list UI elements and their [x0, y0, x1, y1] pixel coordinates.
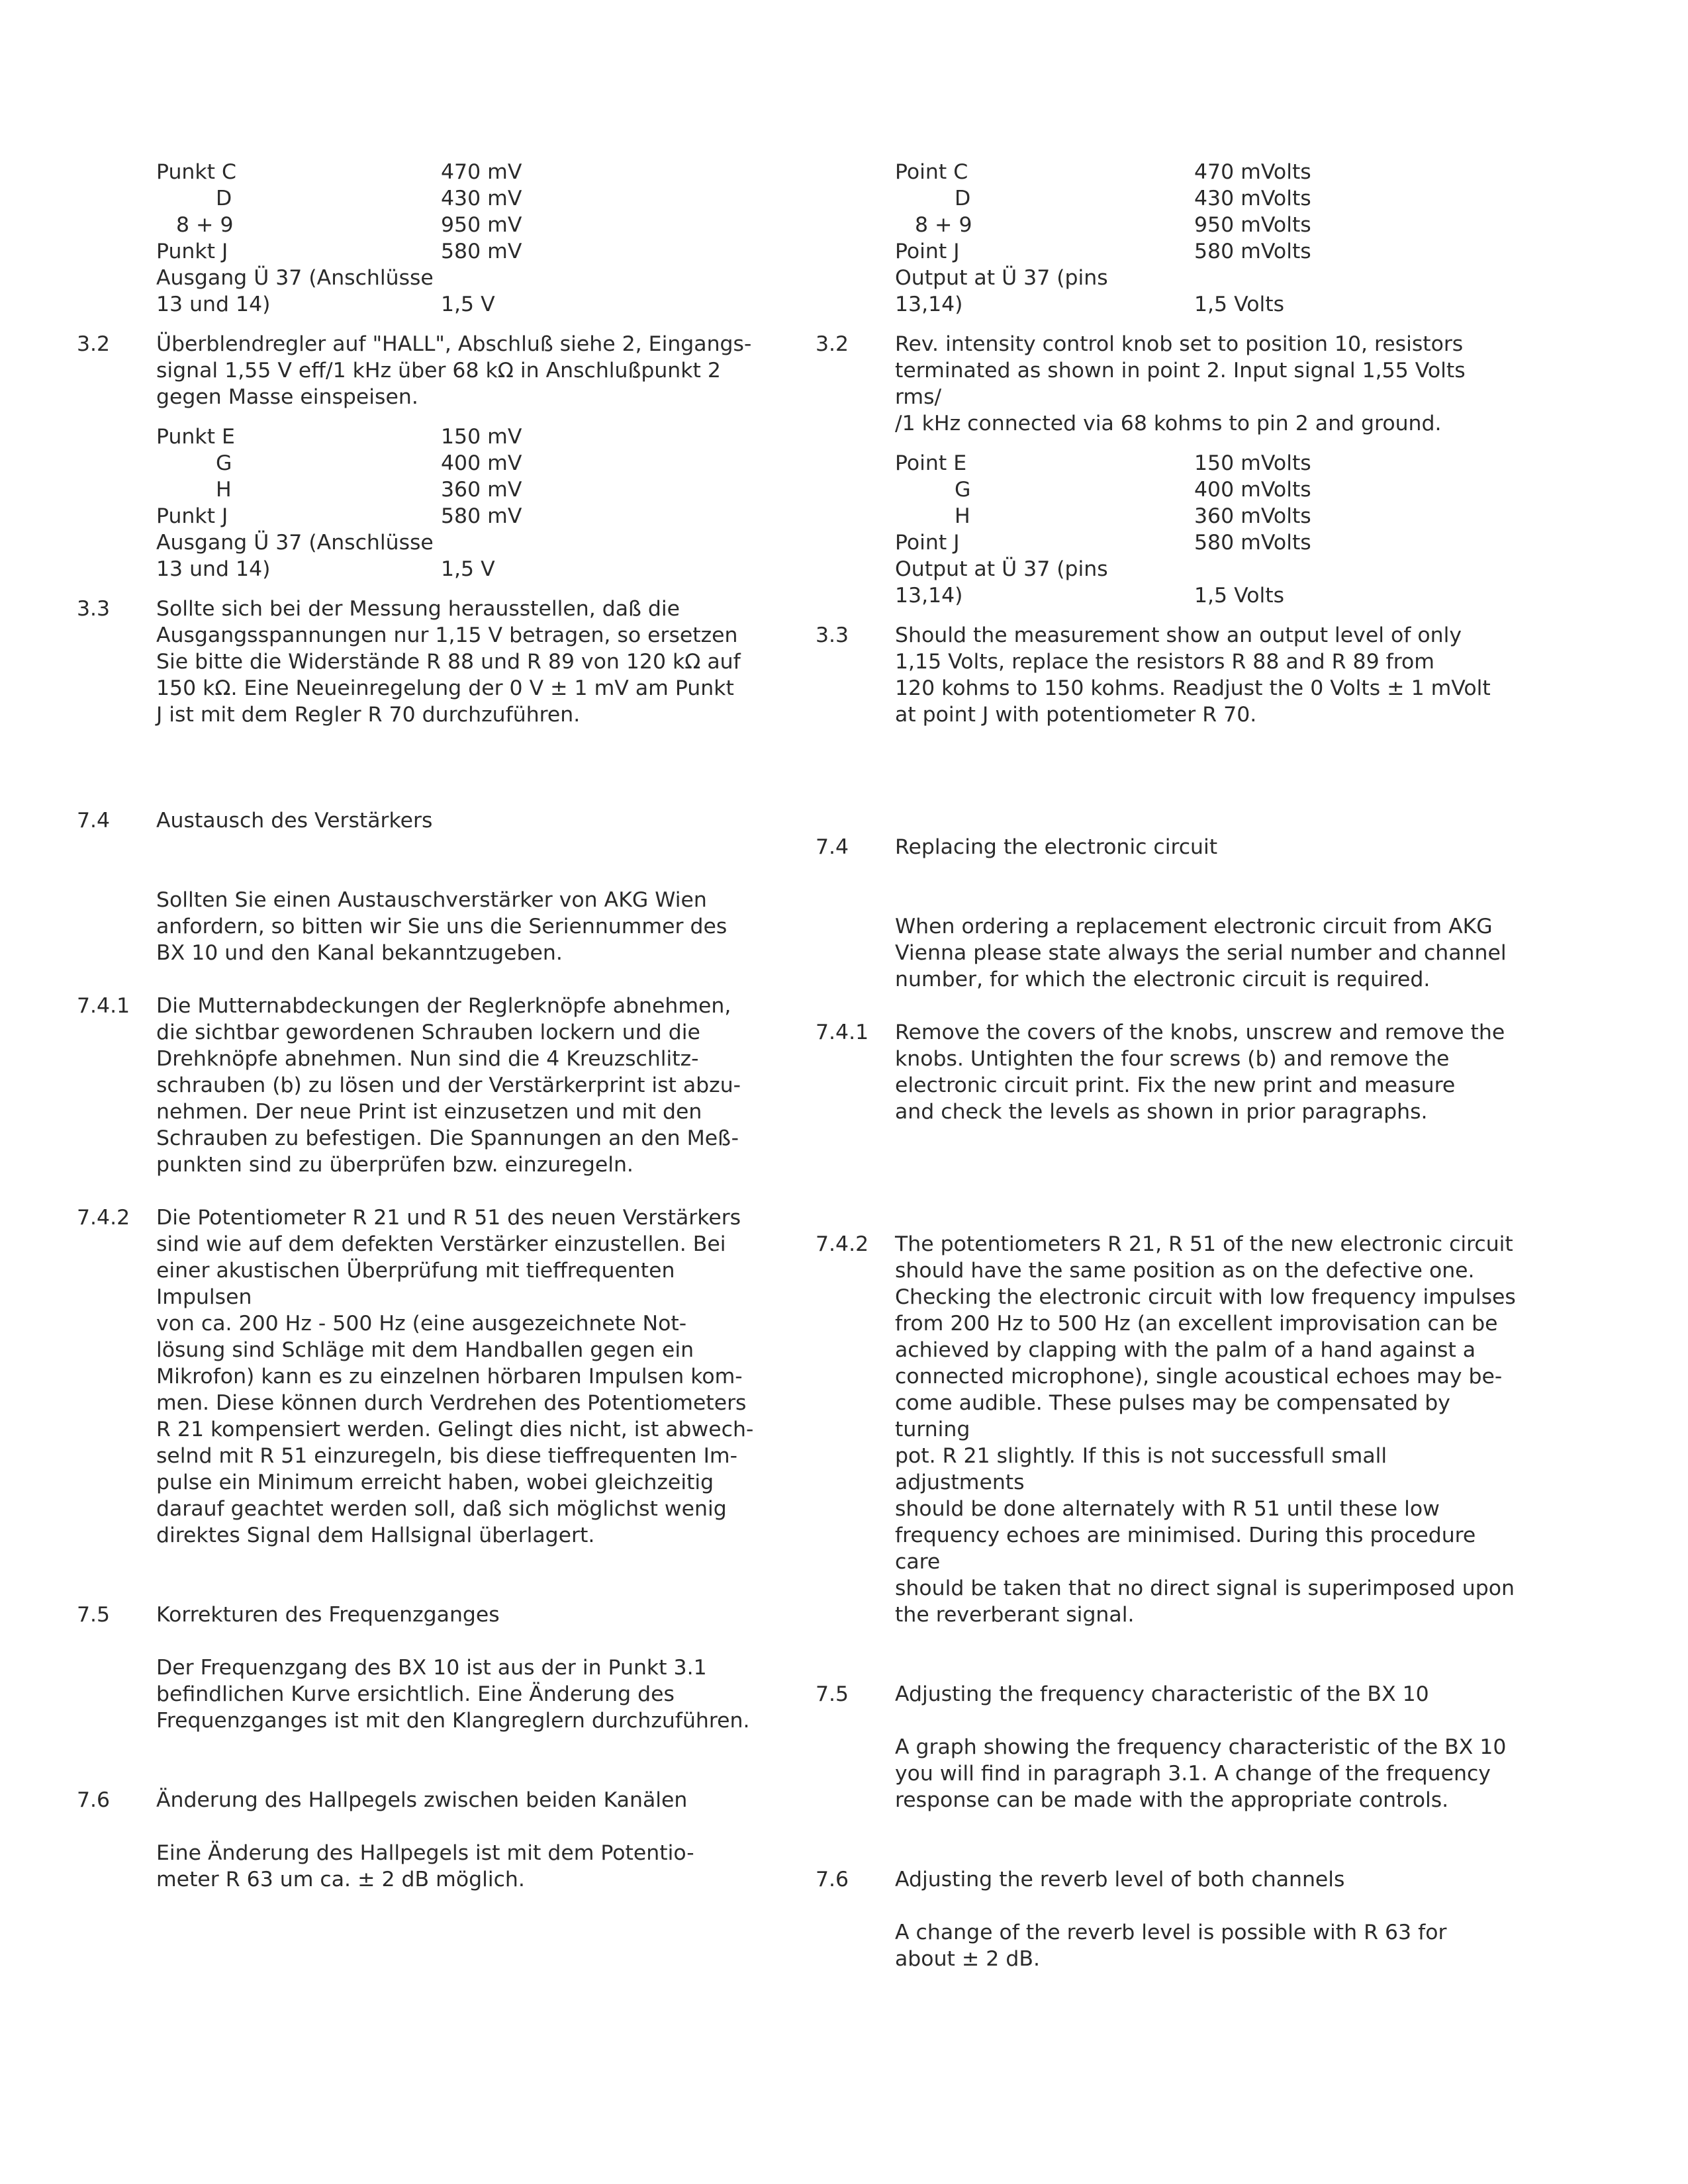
- section-text: When ordering a replacement electronic circuit from AKG Vienna please state always the serial number and channel number, for which the electronic circuit is required.: [895, 915, 1507, 991]
- section-number: 3.2: [77, 332, 111, 356]
- section-7-4-text: [816, 913, 1517, 993]
- table-row: Ausgang Ü 37 (Anschlüsse 13 und 14) 1,5 V: [156, 266, 495, 316]
- section-text: Should the measurement show an output level of only 1,15 Volts, replace the resistors R 88 and R 89 from 120 kohms to 150 kohms. Readjust the 0 Volts ± 1 mVolt at point J with potentiometer R 70.: [895, 623, 1491, 727]
- section-number: 7.4: [816, 835, 849, 859]
- section-text: Rev. intensity control knob set to position 10, resistors terminated as shown in point 2. Input signal 1,55 Volts rms/ /1 kHz connected via 68 kohms to pin 2 and ground.: [895, 332, 1466, 435]
- section-number: 7.4.1: [77, 994, 130, 1018]
- section-7-4-2: [77, 1205, 765, 1549]
- section-number: 7.5: [77, 1603, 111, 1627]
- section-number: 7.4.1: [816, 1021, 869, 1044]
- table-row: Output at Ü 37 (pins 13,14) 1,5 Volts: [895, 557, 1284, 608]
- table-row: G 400 mV: [216, 451, 522, 475]
- section-title: Austausch des Verstärkers: [156, 809, 433, 833]
- section-text: The potentiometers R 21, R 51 of the new electronic circuit should have the same position as on the defective one. Checking the electronic circuit with low frequency impulses from 200 Hz to 500 Hz (an excellent improvisation can be achieved by clapping with the palm of a hand against a connected microphone), single acoustical echoes may be- come audible. These pulses may be compensated by turning pot. R 21 slightly. If this is not successfull small adjustments should be done alternately with R 51 until these low frequency echoes are minimised. During this procedure care should be taken that no direct signal is superimposed upon the reverberant signal.: [895, 1232, 1516, 1627]
- table-row: Punkt J 580 mV: [156, 240, 522, 263]
- section-text: Der Frequenzgang des BX 10 ist aus der in Punkt 3.1 befindlichen Kurve ersichtlich. Eine Änderung des Frequenzganges ist mit den Klangreglern durchzuführen.: [156, 1656, 750, 1733]
- table-row: Punkt C 470 mV: [156, 160, 522, 184]
- section-number: 3.3: [77, 597, 111, 621]
- german-column: [77, 159, 765, 1893]
- section-7-4-1: [816, 1019, 1517, 1125]
- section-text: Die Mutternabdeckungen der Reglerknöpfe abnehmen, die sichtbar gewordenen Schrauben lockern und die Drehknöpfe abnehmen. Nun sind die 4 Kreuzschlitz- schrauben (b) zu lösen und der Verstärkerprint ist abzu- nehmen. Der neue Print ist einzusetzen und mit den Schrauben zu befestigen. Die Spannungen an den Meß- punkten sind zu überprüfen bzw. einzuregeln.: [156, 994, 741, 1177]
- section-number: 7.6: [77, 1788, 111, 1812]
- section-7-6-text: [77, 1840, 765, 1893]
- measurement-table-2: [816, 450, 1517, 609]
- table-row: H 360 mVolts: [955, 504, 1311, 528]
- section-number: 7.4.2: [77, 1206, 130, 1230]
- table-row: Point E 150 mVolts: [895, 451, 1311, 475]
- section-7-4-heading: [77, 807, 765, 834]
- section-7-6-text: [816, 1919, 1517, 1972]
- section-text: Sollte sich bei der Messung herausstellen, daß die Ausgangsspannungen nur 1,15 V betragen, so ersetzen Sie bitte die Widerstände R 88 und R 89 von 120 kΩ auf 150 kΩ. Eine Neueinregelung der 0 V ± 1 mV am Punkt J ist mit dem Regler R 70 durchzuführen.: [156, 597, 741, 727]
- section-text: A graph showing the frequency characteristic of the BX 10 you will find in paragraph 3.1. A change of the frequency response can be made with the appropriate controls.: [895, 1735, 1507, 1812]
- section-7-4-2: [816, 1231, 1517, 1628]
- section-7-5-heading: [77, 1602, 765, 1628]
- section-number: 7.5: [816, 1682, 849, 1706]
- table-row: G 400 mVolts: [955, 478, 1311, 502]
- section-7-4-1: [77, 993, 765, 1178]
- section-3-3: [77, 596, 765, 728]
- section-text: Überblendregler auf "HALL", Abschluß siehe 2, Eingangs- signal 1,55 V eff/1 kHz über 68 kΩ in Anschlußpunkt 2 gegen Masse einspeisen.: [156, 332, 752, 409]
- section-number: 7.4.2: [816, 1232, 869, 1256]
- section-7-6-heading: [77, 1787, 765, 1813]
- section-text: Remove the covers of the knobs, unscrew and remove the knobs. Untighten the four screws (b) and remove the electronic circuit print. Fix the new print and measure and check the levels as shown in prior paragraphs.: [895, 1021, 1505, 1124]
- table-row: Point J 580 mVolts: [895, 531, 1311, 555]
- section-title: Adjusting the frequency characteristic of the BX 10: [895, 1682, 1429, 1706]
- section-7-6-heading: [816, 1866, 1517, 1893]
- section-text: Eine Änderung des Hallpegels ist mit dem Potentio- meter R 63 um ca. ± 2 dB möglich.: [156, 1841, 694, 1891]
- section-7-5-text: [816, 1734, 1517, 1813]
- section-3-3: [816, 622, 1517, 728]
- section-3-2: [816, 331, 1517, 437]
- section-7-5-heading: [816, 1681, 1517, 1707]
- measurement-table-1: [816, 159, 1517, 318]
- section-title: Replacing the electronic circuit: [895, 835, 1218, 859]
- section-7-4-text: [77, 887, 765, 966]
- measurement-table-2: [77, 424, 765, 582]
- section-3-2: [77, 331, 765, 410]
- section-text: Die Potentiometer R 21 und R 51 des neuen Verstärkers sind wie auf dem defekten Verstärker einzustellen. Bei einer akustischen Überprüfung mit tieffrequenten Impulsen von ca. 200 Hz - 500 Hz (eine ausgezeichnete Not- lösung sind Schläge mit dem Handballen gegen ein Mikrofon) kann es zu einzelnen hörbaren Impulsen kom- men. Diese können durch Verdrehen des Potentiometers R 21 kompensiert werden. Gelingt dies nicht, ist abwech- selnd mit R 51 einzuregeln, bis diese tieffrequenten Im- pulse ein Minimum erreicht haben, wobei gleichzeitig darauf geachtet werden soll, daß sich möglichst wenig direktes Signal dem Hallsignal überlagert.: [156, 1206, 754, 1547]
- table-row: Point J 580 mVolts: [895, 240, 1311, 263]
- table-row: 8 + 9 950 mV: [176, 213, 522, 237]
- section-title: Adjusting the reverb level of both channels: [895, 1868, 1345, 1891]
- section-number: 7.6: [816, 1868, 849, 1891]
- section-number: 3.2: [816, 332, 849, 356]
- table-row: Output at Ü 37 (pins 13,14) 1,5 Volts: [895, 266, 1284, 316]
- table-row: D 430 mVolts: [955, 187, 1311, 210]
- section-number: 7.4: [77, 809, 111, 833]
- section-text: Sollten Sie einen Austauschverstärker von AKG Wien anfordern, so bitten wir Sie uns die Seriennummer des BX 10 und den Kanal bekanntzugeben.: [156, 888, 727, 965]
- table-row: Punkt E 150 mV: [156, 425, 522, 449]
- table-row: Ausgang Ü 37 (Anschlüsse 13 und 14) 1,5 V: [156, 531, 495, 581]
- table-row: H 360 mV: [216, 478, 522, 502]
- section-7-5-text: [77, 1655, 765, 1734]
- table-row: 8 + 9 950 mVolts: [915, 213, 1311, 237]
- table-row: Point C 470 mVolts: [895, 160, 1311, 184]
- english-column: [816, 159, 1517, 1972]
- section-title: Änderung des Hallpegels zwischen beiden Kanälen: [156, 1788, 688, 1812]
- table-row: D 430 mV: [216, 187, 522, 210]
- section-7-4-heading: [816, 834, 1517, 860]
- measurement-table-1: [77, 159, 765, 318]
- section-number: 3.3: [816, 623, 849, 647]
- table-row: Punkt J 580 mV: [156, 504, 522, 528]
- section-text: A change of the reverb level is possible with R 63 for about ± 2 dB.: [895, 1921, 1447, 1971]
- section-title: Korrekturen des Frequenzganges: [156, 1603, 500, 1627]
